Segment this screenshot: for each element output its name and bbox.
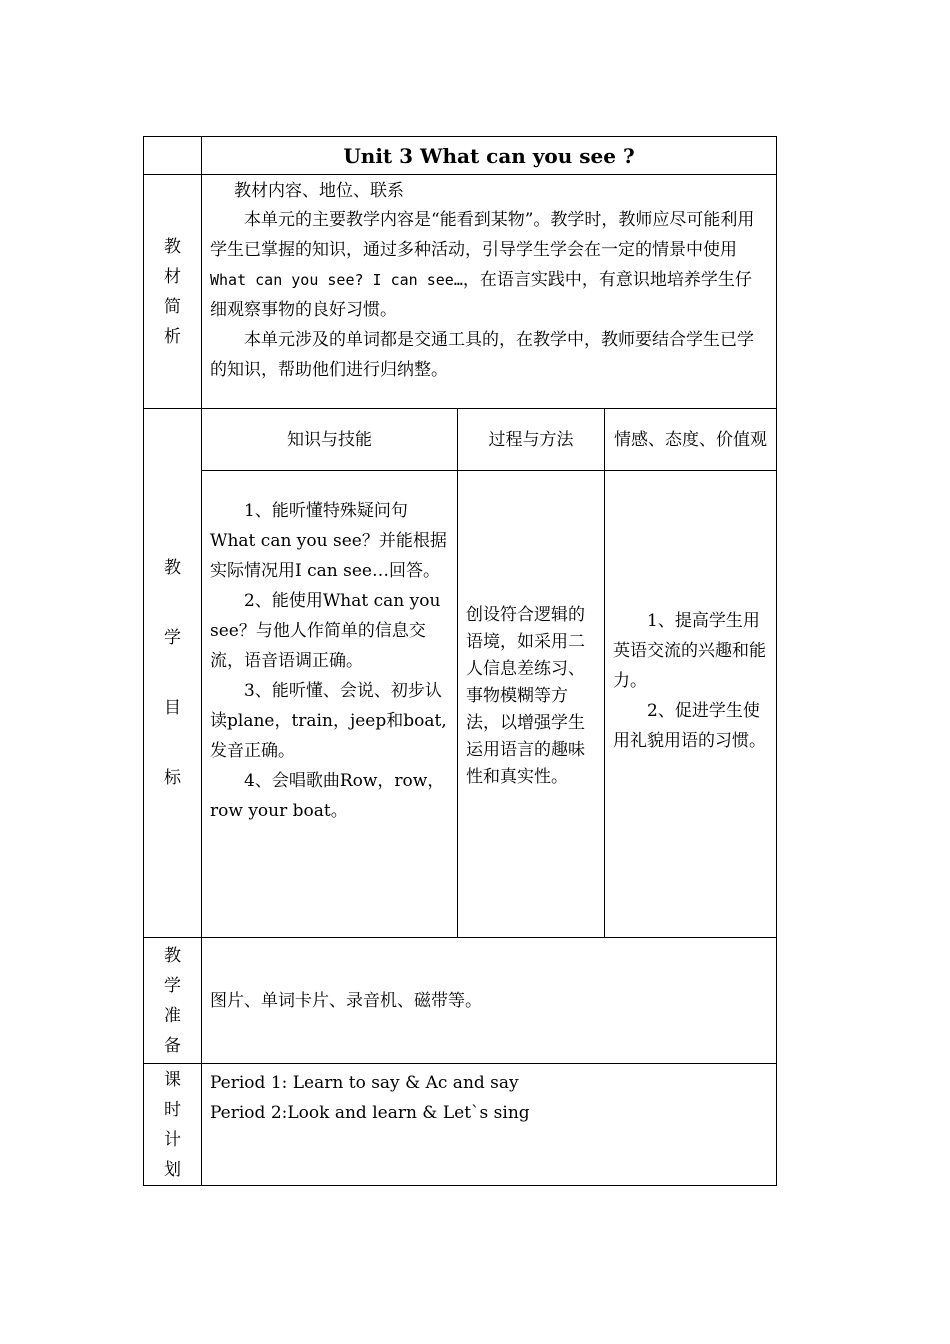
period-item: Period 1: Learn to say & Ac and say: [210, 1073, 519, 1093]
period-item: Period 2:Look and learn & Let`s sing: [210, 1103, 530, 1123]
unit-title: Unit 3 What can you see ?: [202, 137, 777, 175]
prep-text: 图片、单词卡片、录音机、磁带等。: [210, 990, 482, 1011]
analysis-side-label: 教 材 简 析: [144, 175, 202, 409]
attitude-values-cell: [605, 471, 777, 938]
prep-side-label: 教 学 准 备: [144, 938, 202, 1064]
process-text: 创设符合逻辑的语境，如采用二人信息差练习、事物模糊等方法，以增强学生运用语言的趣味性和真实性。: [466, 604, 585, 787]
attitude-item: 1、提高学生用英语交流的兴趣和能力。: [613, 611, 766, 691]
knowledge-item: 2、能使用What can you see？与他人作简单的信息交流，语音语调正确。: [210, 591, 441, 671]
attitude-item: 2、促进学生使用礼貌用语的习惯。: [613, 701, 766, 751]
corner-cell: [144, 137, 202, 175]
knowledge-skills-cell: [202, 471, 458, 938]
header-attitude: 情感、态度、价值观: [605, 409, 777, 471]
header-process: 过程与方法: [458, 409, 605, 471]
analysis-paragraph-2: 本单元涉及的单词都是交通工具的，在教学中，教师要结合学生已学的知识，帮助他们进行归纳整。: [210, 330, 754, 380]
knowledge-item: 4、会唱歌曲Row，row，row your boat。: [210, 771, 445, 821]
prep-content: [202, 938, 777, 1064]
plan-side-label: 课 时 计 划: [144, 1064, 202, 1186]
process-method-cell: [458, 471, 605, 938]
analysis-heading: 教材内容、地位、联系: [234, 181, 404, 201]
analysis-content: [202, 175, 777, 409]
plan-content: [202, 1064, 777, 1186]
header-knowledge: 知识与技能: [202, 409, 458, 471]
knowledge-item: 1、能听懂特殊疑问句What can you see？并能根据实际情况用I can see…回答。: [210, 501, 447, 581]
analysis-paragraph-1: 本单元的主要教学内容是“能看到某物”。教学时，教师应尽可能利用学生已掌握的知识，通过多种活动，引导学生学会在一定的情景中使用What can you see? I can see…，在语言实践中，有意识地培养学生仔细观察事物的良好习惯。: [210, 210, 755, 320]
lesson-plan-table: [143, 136, 777, 1186]
knowledge-item: 3、能听懂、会说、初步认读plane，train，jeep和boat,发音正确。: [210, 681, 447, 761]
goals-side-label: 教 学 目 标: [144, 409, 202, 938]
